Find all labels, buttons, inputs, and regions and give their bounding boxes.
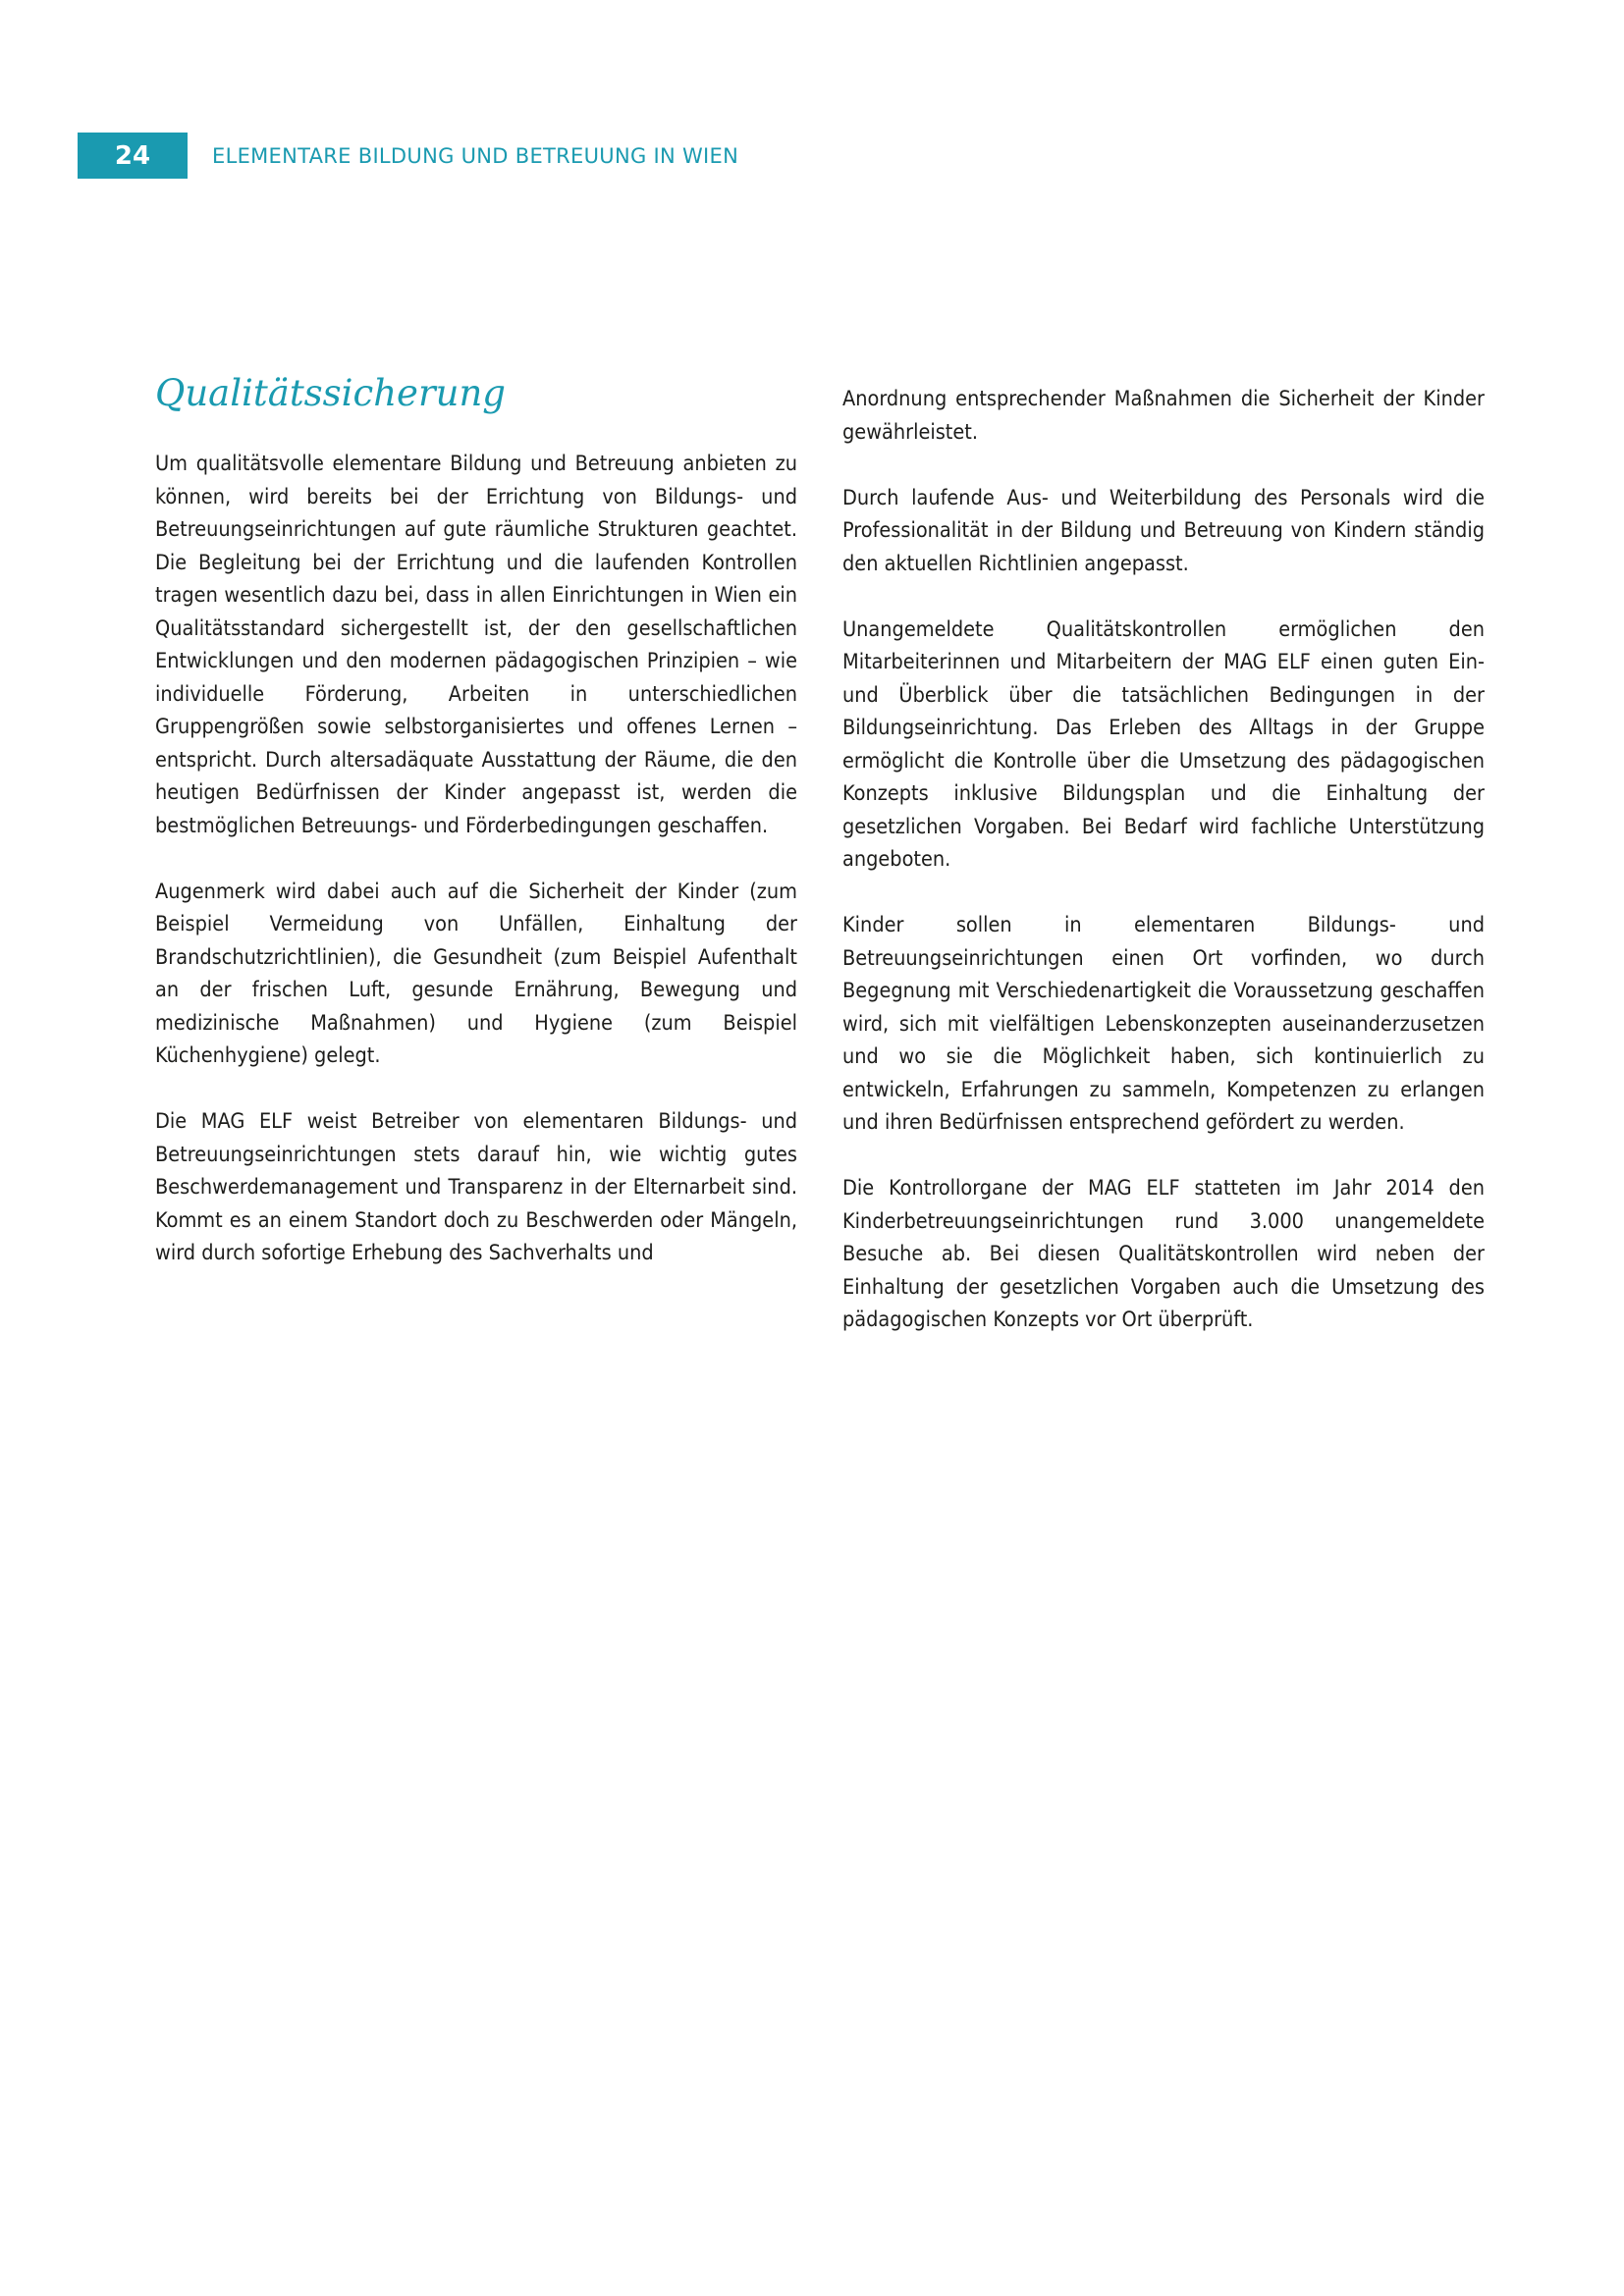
paragraph: Augenmerk wird dabei auch auf die Sicherheit der Kinder (zum Beispiel Vermeidung von Unfällen, Einhaltung der Brandschutzrichtlinien), die Gesundheit (zum Beispiel Aufenthalt an der frischen Luft, gesunde Ernährung, Bewegung und medizinische Maßnahmen) und Hygiene (zum Beispiel Küchenhygiene) gelegt. (155, 879, 797, 1068)
paragraph: Die MAG ELF weist Betreiber von elementaren Bildungs- und Betreuungseinrichtungen stets darauf hin, wie wichtig gutes Beschwerdemanagement und Transparenz in der Elternarbeit sind. Kommt es an einem Standort doch zu Beschwerden oder Mängeln, wird durch sofortige Erhebung des Sachverhalts und (155, 1109, 797, 1265)
page-number: 24 (78, 133, 188, 179)
paragraph: Unangemeldete Qualitätskontrollen ermöglichen den Mitarbeiterinnen und Mitarbeitern der MAG ELF einen guten Ein- und Überblick über die tatsächlichen Bedingungen in der Bildungseinrichtung. Das Erleben des Alltags in der Gruppe ermöglicht die Kontrolle über die Umsetzung des pädagogischen Konzepts inklusive Bildungsplan und die Einhaltung der gesetzlichen Vorgaben. Bei Bedarf wird fachliche Unterstützung angeboten. (842, 616, 1485, 872)
paragraph: Die Kontrollorgane der MAG ELF statteten im Jahr 2014 den Kinderbetreuungseinrichtungen rund 3.000 unangemeldete Besuche ab. Bei diesen Qualitätskontrollen wird neben der Einhaltung der gesetzlichen Vorgaben auch die Umsetzung des pädagogischen Konzepts vor Ort überprüft. (842, 1176, 1485, 1332)
text-column-left (155, 448, 797, 1303)
paragraph: Um qualitätsvolle elementare Bildung und Betreuung anbieten zu können, wird bereits bei der Errichtung von Bildungs- und Betreuungseinrichtungen auf gute räumliche Strukturen geachtet. Die Begleitung bei der Errichtung und die laufenden Kontrollen tragen wesentlich dazu bei, dass in allen Einrichtungen in Wien ein Qualitätsstandard sichergestellt ist, der den gesellschaftlichen Entwicklungen und den modernen pädagogischen Prinzipien – wie individuelle Förderung, Arbeiten in unterschiedlichen Gruppengrößen sowie selbstorganisiertes und offenes Lernen – entspricht. Durch altersadäquate Ausstattung der Räume, die den heutigen Bedürfnissen der Kinder angepasst ist, werden die bestmöglichen Betreuungs- und Förderbedingungen geschaffen. (155, 452, 797, 838)
section-title: Qualitätssicherung (155, 372, 506, 414)
text-column-right (842, 383, 1485, 1369)
paragraph: Kinder sollen in elementaren Bildungs- und Betreuungseinrichtungen einen Ort vorfinden, wo durch Begegnung mit Verschiedenartigkeit die Voraussetzung geschaffen wird, sich mit vielfältigen Lebenskonzepten auseinanderzusetzen und wo sie die Möglichkeit haben, sich kontinuierlich zu entwickeln, Erfahrungen zu sammeln, Kompetenzen zu erlangen und ihren Bedürfnissen entsprechend gefördert zu werden. (842, 913, 1485, 1135)
paragraph: Anordnung entsprechender Maßnahmen die Sicherheit der Kinder gewährleistet. (842, 387, 1485, 445)
running-header: ELEMENTARE BILDUNG UND BETREUUNG IN WIEN (212, 144, 739, 168)
paragraph: Durch laufende Aus- und Weiterbildung des Personals wird die Professionalität in der Bildung und Betreuung von Kindern ständig den aktuellen Richtlinien angepasst. (842, 485, 1485, 576)
